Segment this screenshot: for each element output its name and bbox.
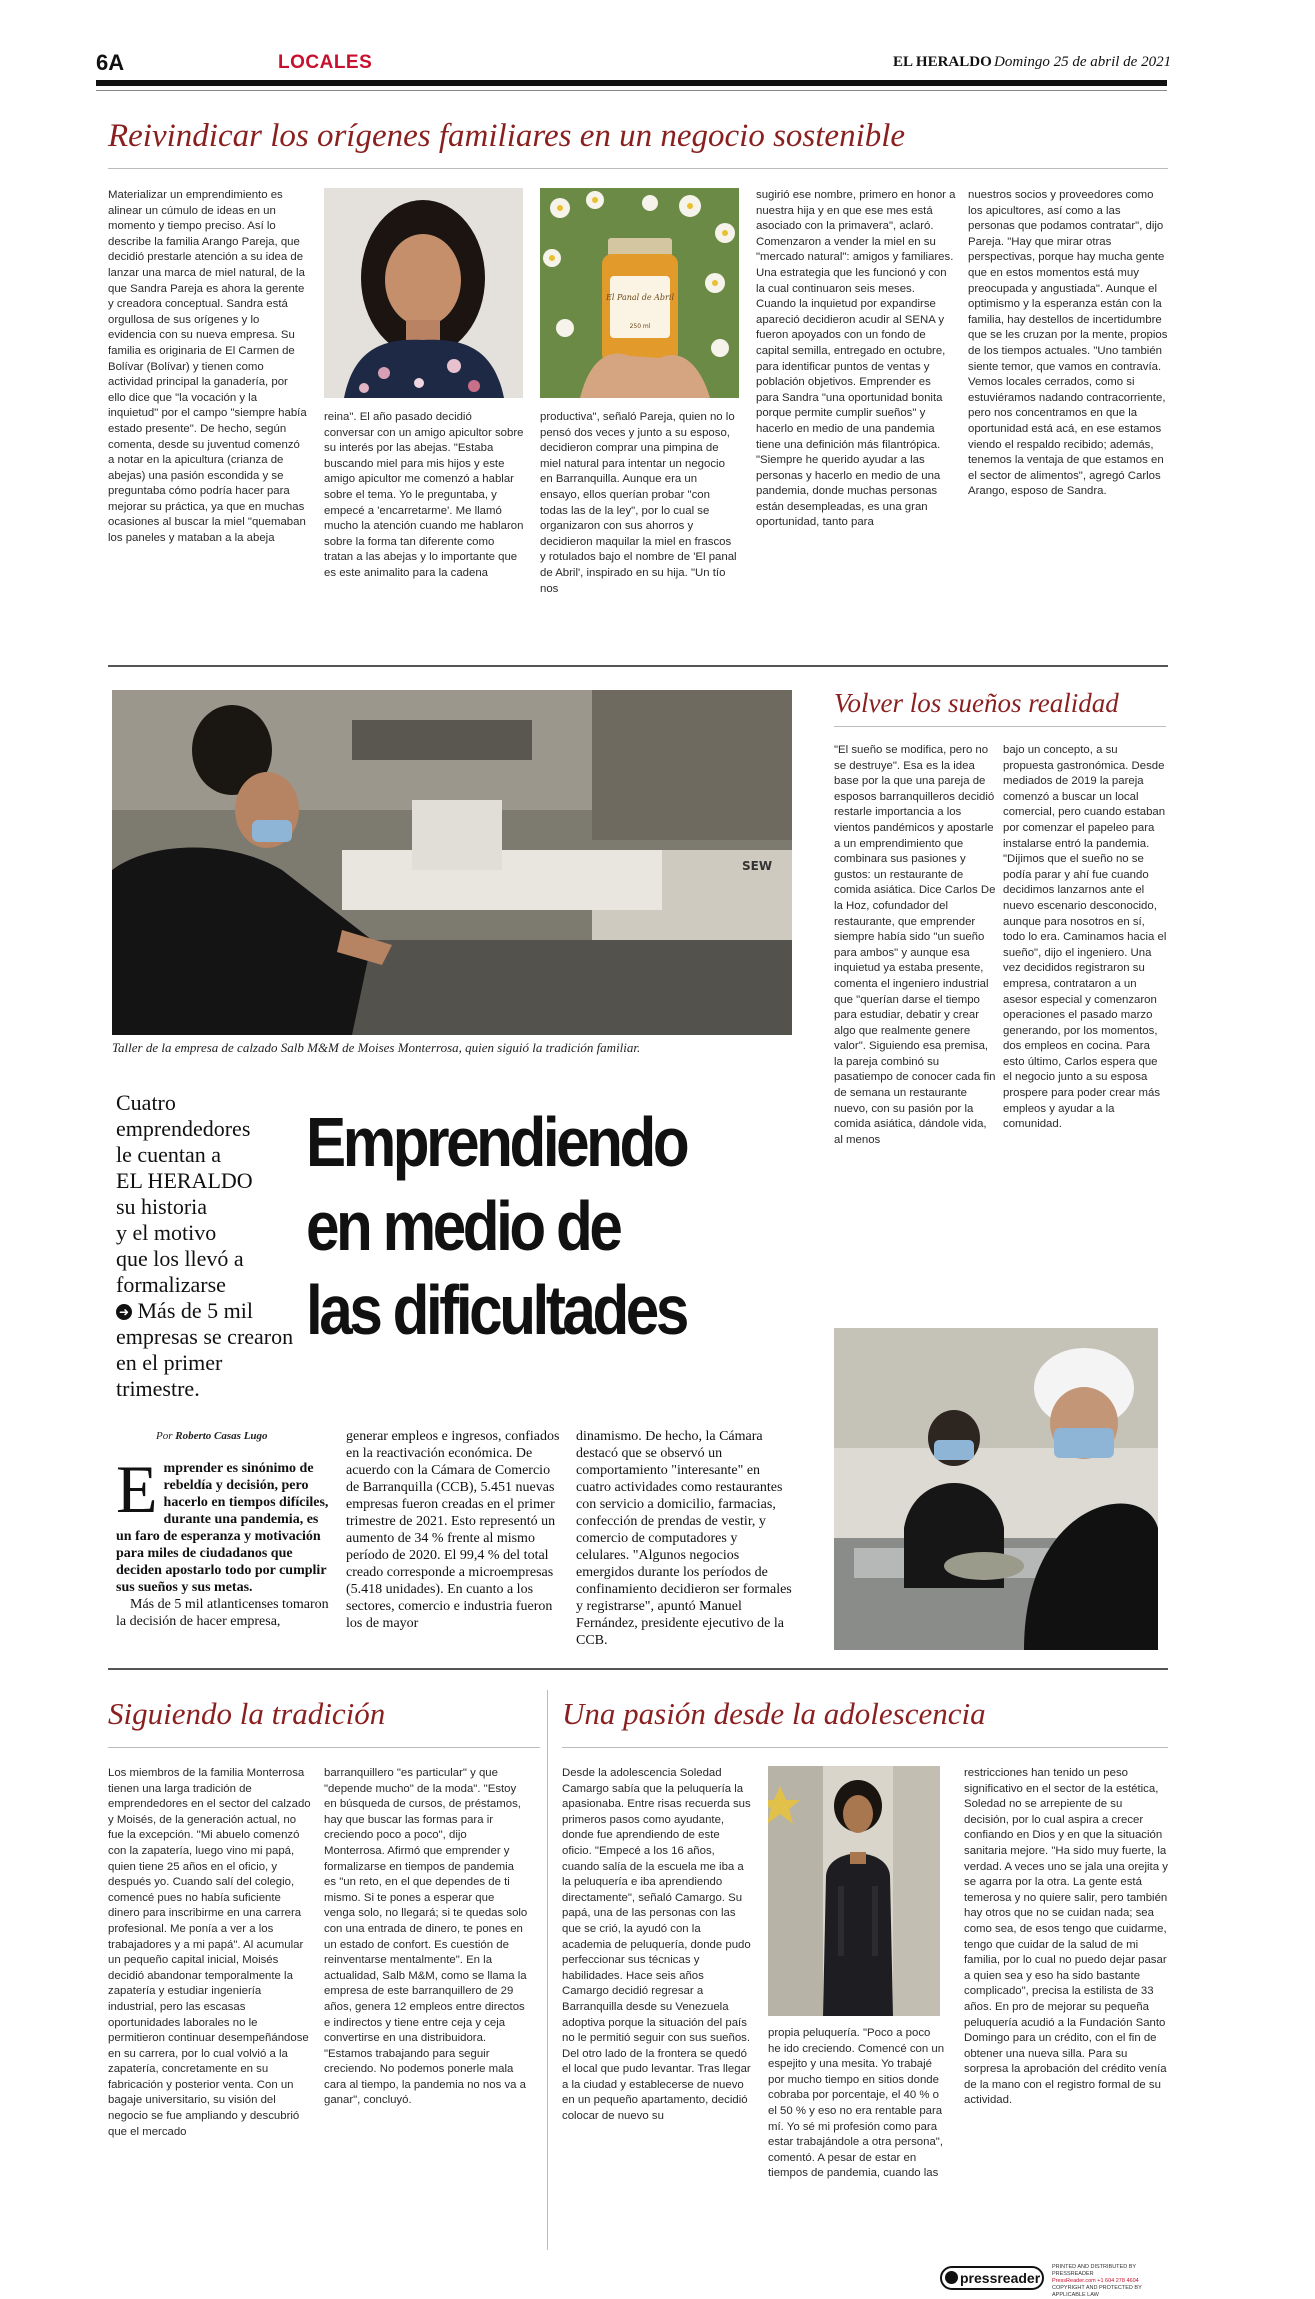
workshop-caption: Taller de la empresa de calzado Salb M&M de Moises Monterrosa, quien siguió la tradición familiar. (112, 1040, 641, 1055)
story2-col2: bajo un concepto, a su propuesta gastronómica. Desde mediados de 2019 la pareja comenzó a buscar un local comercial, pero cuando estaban por comenzar el papeleo para instalarse entró la pandemia. "Dijimos que el sueño no se podía parar y ahí fue cuando decidimos lanzarnos ante el nuevo escenario desconocido, aunque para nosotros en sí, todo lo era. Caminamos hacia el sueño", dijo el ingeniero. Una vez decididos registraron su empresa, contrataron a un asesor especial y comenzaron operaciones el pasado marzo generando, por los momentos, dos empleos en cocina. Para esto último, Carlos espera que el negocio junto a su esposa prospere para poder crear más empleos y ayudar a la comunidad. (1003, 744, 1167, 1131)
story1-col4: sugirió ese nombre, primero en honor a nuestra hija y en que ese mes está asociado con la primavera", aclaró. Comenzaron a vender la miel en su "mercado natural": amigos y familiares. Una estrategia que les funcionó y con la cual continuaron seis meses. Cuando la inquietud por expandirse apareció decidieron acudir al SENA y fueron apoyados con un fondo de capital semilla, entregado en octubre, para identificar puntos de ventas y población objetivos. Emprender es para Sandra "una oportunidad bonita porque permite cumplir sueños" y hacerlo en medio de una pandemia tiene una definición más filantrópica. "Siempre he querido ayudar a las personas y hacerlo en medio de una pandemia, donde muchas personas están desempleadas, es una gran oportunidad, tanto para (756, 189, 956, 529)
story1-headline: Reivindicar los orígenes familiares en un negocio sostenible (108, 118, 906, 154)
page-number: 6A (96, 50, 125, 75)
deck-line: formalizarse (116, 1272, 226, 1297)
main-col3-text: dinamismo. De hecho, la Cámara destacó que se observó un comportamiento "interesante" en cuatro actividades como restaurantes con servicio a domicilio, farmacias, confección de prendas de vestir, y comercio de computadores y celulares. "Algunos negocios emergidos durante los períodos de confinamiento decidieron ser formales y registrarse", apuntó Manuel Fernández, presidente ejecutivo de la CCB. (576, 1429, 792, 1648)
footer-note: COPYRIGHT AND PROTECTED BY APPLICABLE LAW (1052, 2285, 1142, 2298)
main-col1-rest: Más de 5 mil atlanticenses tomaron la decisión de hacer empresa, (116, 1597, 329, 1629)
honey-illustration (540, 188, 739, 398)
main-headline-line: en medio de (306, 1187, 620, 1265)
story4-col2: propia peluquería. "Poco a poco he ido creciendo. Comencé con un espejito y una mesita. Yo trabajé por mucho tiempo en sitios donde cobraba por porcentaje, el 40 % o el 50 % y eso no era rentable para mí. Yo sé mi profesión como para estar trabajándole a otra persona", comentó. A pesar de estar en tiempos de pandemia, cuando las (768, 2027, 945, 2180)
main-headline (306, 1100, 727, 1352)
story4-col3: restricciones han tenido un peso significativo en el sector de la estética, Soledad no se arrepiente de su decisión, por lo cual aspira a crecer confiando en Dios y en que la situación sanitaria mejore. "Ha sido muy fuerte, la verdad. A veces uno se jala una orejita y se agarra por la otra. La gente está temerosa y no quiere salir, pero también hay otros que no se cuidan nada; sea como sea, de esos tengo que cuidarme, tengo que cuidar de la salud de mi familia, por lo cual no puedo dejar pasar a quien sea y eso ha sido bastante complicado", precisa la estilista de 33 años. En pro de mejorar su pequeña peluquería acudió a la Fundación Santo Domingo para un crédito, con el fin de obtener una nueva silla. Para su sorpresa la aprobación del crédito venía de la mano con el registro formal de su actividad. (964, 1767, 1168, 2107)
story3-headline-rule (108, 1747, 540, 1748)
masthead-rule-thin (96, 90, 1167, 91)
kitchen-photo (834, 1328, 1158, 1650)
sandra-portrait-photo (324, 188, 523, 398)
byline-name: Roberto Casas Lugo (175, 1430, 268, 1442)
main-headline-line: Emprendiendo (306, 1103, 687, 1181)
story2-col1: "El sueño se modifica, pero no se destruye". Esa es la idea base por la que una pareja de esposos barranquilleros decidió restarle importancia a los vientos pandémicos y apostarle a un emprendimiento que combinara sus pasiones y gustos: un restaurante de comida asiática. Dice Carlos De la Hoz, cofundador del restaurante, que emprender siempre había sido "un sueño para ambos" y aunque esa inquietud ya estaba presente, comenta el ingeniero industrial que "querían darse el tiempo para estudiar, debatir y crear algo que realmente genere valor". Siguiendo esa premisa, la pareja combinó su pasatiempo de conocer cada fin de semana un restaurante nuevo, con su pasión por la comida asiática, dándole vida, al menos (834, 744, 996, 1146)
masthead-date: Domingo 25 de abril de 2021 (994, 54, 1172, 70)
deck-line: Cuatro (116, 1090, 176, 1115)
dropcap: E (116, 1460, 158, 1527)
footer-notes (1052, 2264, 1168, 2299)
story1-col3: productiva", señaló Pareja, quien no lo pensó dos veces y junto a su esposo, decidieron comprar una pimpina de miel natural para intentar un negocio en Barranquilla. Aunque era un ensayo, ellos querían probar "con todas las de la ley", por lo cual se organizaron con sus ahorros y decidieron maquilar la miel en frascos y rotulados bajo el nombre de 'El panal de Abril', inspirado en su hija. "Un tío nos (540, 411, 737, 595)
deck-bullet-text: Más de 5 mil empresas se crearon en el primer trimestre. (116, 1298, 294, 1401)
story1-headline-rule (108, 168, 1168, 169)
story1-col2: reina". El año pasado decidió conversar con un amigo apicultor sobre su interés por las abejas. "Estaba buscando miel para mis hijos y este amigo apicultor me comenzó a hablar sobre el tema. Yo le preguntaba, y empecé a 'encarretarme'. Me llamó mucho la atención cuando me hablaron sobre la forma tan diferente como tratan a las abejas y lo importante que es este animalito para la cadena (324, 411, 524, 579)
story1-bottom-rule (108, 665, 1168, 667)
story4-headline-rule (562, 1747, 1168, 1748)
deck-line: EL HERALDO (116, 1168, 253, 1193)
main-col2-text: generar empleos e ingresos, confiados en la reactivación económica. De acuerdo con la Cámara de Comercio de Barranquilla (CCB), 5.451 nuevas empresas fueron creadas en el primer trimestre de 2021. Esto representó un aumento de 34 % frente al mismo período de 2020. El 99,4 % del total creado corresponde a microempresas (5.418 unidades). En cuanto a los sectores, comercio e industria fueron los de mayor (346, 1429, 560, 1631)
kitchen-illustration (834, 1328, 1158, 1650)
main-bottom-rule (108, 1668, 1168, 1670)
story3-col2: barranquillero "es particular" y que "depende mucho" de la moda". "Estoy en búsqueda de cursos, de préstamos, hay que buscar las formas para ir creciendo poco a poco", dijo Monterrosa. Afirmó que emprender y formalizarse en tiempos de pandemia es "un reto, en el que dependes de ti mismo. Si te pones a esperar que venga solo, no llegará; si te quedas solo con una entrada de dinero, te pones en un estado de confort. Es cuestión de reinventarse mentalmente". En la actualidad, Salb M&M, como se llama la empresa de este barranquillero de 29 años, genera 12 empleos entre directos e indirectos y tiene entre ceja y ceja convertirse en una distribuidora. "Estamos trabajando para seguir creciendo. No podemos ponerle mala cara al tiempo, la pandemia no nos va a ganar", concluyó. (324, 1767, 528, 2107)
main-col3 (576, 1428, 794, 1650)
workshop-photo (112, 690, 792, 1035)
footer-note: PRINTED AND DISTRIBUTED BY PRESSREADER (1052, 2264, 1136, 2277)
main-lead: mprender es sinónimo de rebeldía y decisión, pero hacerlo en tiempos difíciles, durante una pandemia, es un faro de esperanza y motivación para miles de ciudadanos que deciden apostarlo todo por cumplir sus sueños y sus metas. (116, 1461, 329, 1595)
pressreader-icon (945, 2271, 958, 2284)
deck-line: y el motivo (116, 1220, 217, 1245)
byline-prefix: Por (156, 1430, 173, 1442)
workshop-illustration (112, 690, 792, 1035)
footer-brand: pressreader (960, 2270, 1041, 2286)
deck-line: su historia (116, 1194, 208, 1219)
deck (116, 1090, 306, 1402)
honey-brand-text: El Panal de Abril (606, 293, 674, 302)
story1-col5: nuestros socios y proveedores como los apicultores, así como a las personas que podamos contratar", dijo Pareja. "Hay que mirar otras perspectivas, porque hay mucha gente que en estos momentos está muy preocupada y angustiada". Aunque el optimismo y la esperanza están con la familia, hay destellos de incertidumbre que se les cruzan por la mente, propios de los tiempos actuales. "Uno también siente temor, que vamos en contravía. Vemos locales cerrados, como si estuviéramos nadando contracorriente, pero nos concentramos en que la oportunidad está acá, en ese estamos viendo el respaldo recibido; además, tenemos la ventaja de que estamos en el sector de alimentos", agregó Carlos Arango, esposo de Sandra. (968, 189, 1168, 498)
main-headline-line: las dificultades (306, 1271, 686, 1349)
masthead-rule (96, 80, 1167, 86)
deck-line: le cuentan a (116, 1142, 222, 1167)
footer-logo (940, 2266, 1044, 2290)
story3-col1: Los miembros de la familia Monterrosa tienen una larga tradición de emprendedores en el sector del calzado y Moisés, de la generación actual, no fue la excepción. "Mi abuelo comenzó con la zapatería, luego vino mi papá, quien tiene 25 años en el oficio, y después yo. Cuando salí del colegio, comencé pues no había suficiente dinero para inscribirme en una carrera profesional. Me ponía a ver a los trabajadores y a mi papá". Al acumular un pequeño capital inicial, Moisés decidió abandonar temporalmente la zapatería y estudiar ingeniería industrial, pero las escasas oportunidades laborales no le permitieron continuar desempeñándose en su carrera, por lo cual volvió a la zapatería, concretamente en su fabricación y posterior venta. Con un bagaje universitario, su visión del negocio se fue ampliando y descubrió que el mercado (108, 1767, 311, 2138)
story4-col1: Desde la adolescencia Soledad Camargo sabía que la peluquería la apasionaba. Entre risas recuerda sus primeros pasos como ayudante, donde fue aprendiendo de este oficio. "Empecé a los 16 años, cuando salía de la escuela me iba a la peluquería e iba aprendiendo directamente", señaló Camargo. Su papá, una de las personas con las que se crió, la ayudó con la academia de peluquería, donde pudo perfeccionar sus técnicas y habilidades. Hace seis años Camargo decidió regresar a Barranquilla desde su Venezuela adoptiva porque la situación del país no le permitió seguir con sus sueños. Del otro lado de la frontera se quedó el local que pudo levantar. Tras llegar a la ciudad y establecerse de nuevo en un pequeño apartamento, decidió colocar de nuevo su (562, 1767, 751, 2123)
story3-headline: Siguiendo la tradición (108, 1696, 386, 1731)
main-col2 (346, 1428, 560, 1650)
footer-note: PressReader.com +1 604 278 4604 (1052, 2278, 1139, 2284)
story2-headline: Volver los sueños realidad (834, 688, 1119, 718)
honey-jar-photo (540, 188, 739, 398)
main-col1 (116, 1460, 330, 1650)
story-divider-vertical (547, 1690, 548, 2250)
deck-line: emprendedores (116, 1116, 251, 1141)
salon-photo (768, 1766, 940, 2016)
salon-illustration (768, 1766, 940, 2016)
byline (156, 1430, 268, 1442)
portrait-illustration (324, 188, 523, 398)
story4-headline: Una pasión desde la adolescencia (562, 1696, 986, 1731)
deck-bullet (116, 1298, 306, 1402)
story2-headline-rule (834, 726, 1166, 727)
deck-line: que los llevó a (116, 1246, 244, 1271)
masthead-paper: EL HERALDO (893, 54, 992, 70)
section-name: LOCALES (278, 52, 373, 73)
story1-col1: Materializar un emprendimiento es alinear un cúmulo de ideas en un momento y tiempo preciso. Así lo describe la familia Arango Pareja, que decidió prestarle atención a su idea de lanzar una marca de miel natural, de la que Sandra Pareja es ahora la gerente y creadora conceptual. Sandra está orgullosa de sus orígenes y lo evidencia con su nueva empresa. Su familia es originaria de El Carmen de Bolívar (Bolívar) y tienen como actividad principal la ganadería, por ello dice que "la vocación y la inquietud" por el campo "siempre había estado presente". De hecho, según comenta, desde su juventud comenzó a notar en la apicultura (crianza de abejas) una pasión escondida y se preguntaba cómo podría hacer para mejorar su práctica, ya que en muchas ocasiones al buscar la miel "quemaban los paneles y mataban a la abeja (108, 189, 307, 545)
honey-volume-text: 250 ml (629, 323, 651, 330)
machine-brand: SEW (742, 859, 773, 873)
arrow-circle-icon: ➜ (116, 1304, 132, 1320)
